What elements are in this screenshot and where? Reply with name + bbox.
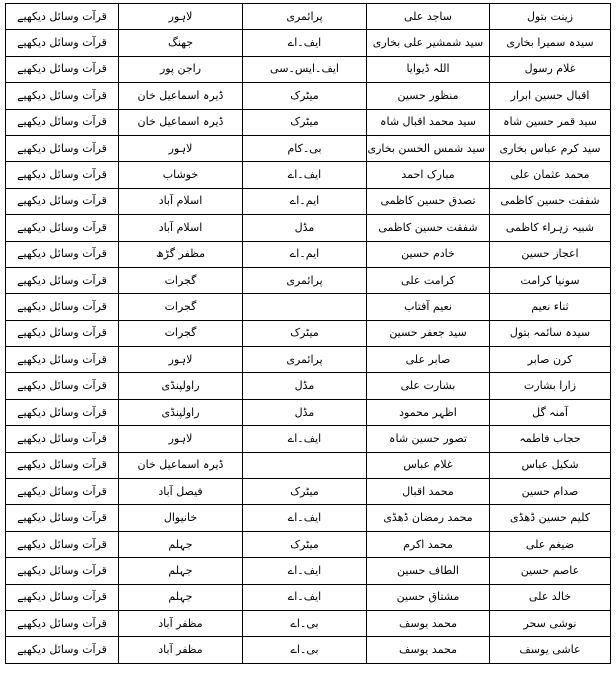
father-name-cell: اظہر محمود — [367, 399, 490, 425]
father-name-cell: کرامت علی — [367, 267, 490, 293]
name-cell: سیدہ سائمہ بتول — [490, 320, 611, 346]
table-row — [6, 558, 611, 584]
name-cell: اقبال حسین ابرار — [490, 83, 611, 109]
city-cell: جہلم — [119, 531, 243, 557]
father-name-cell: محمد اقبال — [367, 479, 490, 505]
table-row — [6, 215, 611, 241]
remarks-cell: قرآت وسائل دیکھیے — [6, 452, 119, 478]
city-cell: جھنگ — [119, 30, 243, 56]
education-cell: ایم۔اے — [243, 188, 367, 214]
table-row — [6, 83, 611, 109]
city-cell: لاہور — [119, 426, 243, 452]
education-cell: پرائمری — [243, 347, 367, 373]
father-name-cell: مشتاق حسین — [367, 584, 490, 610]
name-cell: کرن صابر — [490, 347, 611, 373]
city-cell: مظفر آباد — [119, 610, 243, 636]
remarks-cell: قرآت وسائل دیکھیے — [6, 109, 119, 135]
city-cell: لاہور — [119, 135, 243, 161]
name-cell: خالد علی — [490, 584, 611, 610]
records-table-body — [6, 4, 611, 664]
father-name-cell: سید محمد اقبال شاہ — [367, 109, 490, 135]
name-cell: سونیا کرامت — [490, 267, 611, 293]
remarks-cell: قرآت وسائل دیکھیے — [6, 83, 119, 109]
table-row — [6, 162, 611, 188]
father-name-cell: منظور حسین — [367, 83, 490, 109]
city-cell: فیصل آباد — [119, 479, 243, 505]
table-row — [6, 294, 611, 320]
table-row — [6, 637, 611, 663]
name-cell: شکیل عباس — [490, 452, 611, 478]
father-name-cell: تصور حسین شاہ — [367, 426, 490, 452]
table-row — [6, 267, 611, 293]
table-row — [6, 584, 611, 610]
remarks-cell: قرآت وسائل دیکھیے — [6, 373, 119, 399]
city-cell: ڈیرہ اسماعیل خان — [119, 83, 243, 109]
remarks-cell: قرآت وسائل دیکھیے — [6, 4, 119, 30]
remarks-cell: قرآت وسائل دیکھیے — [6, 347, 119, 373]
father-name-cell: مبارک احمد — [367, 162, 490, 188]
city-cell: خانیوال — [119, 505, 243, 531]
name-cell: عاشی یوسف — [490, 637, 611, 663]
city-cell: ڈیرہ اسماعیل خان — [119, 452, 243, 478]
education-cell: پرائمری — [243, 267, 367, 293]
remarks-cell: قرآت وسائل دیکھیے — [6, 241, 119, 267]
table-row — [6, 452, 611, 478]
remarks-cell: قرآت وسائل دیکھیے — [6, 188, 119, 214]
father-name-cell: سید جعفر حسین — [367, 320, 490, 346]
remarks-cell: قرآت وسائل دیکھیے — [6, 135, 119, 161]
father-name-cell: صابر علی — [367, 347, 490, 373]
city-cell: گجرات — [119, 294, 243, 320]
father-name-cell: محمد یوسف — [367, 637, 490, 663]
remarks-cell: قرآت وسائل دیکھیے — [6, 531, 119, 557]
father-name-cell: محمد رمضان ڈھڈی — [367, 505, 490, 531]
table-row — [6, 531, 611, 557]
name-cell: کلیم حسین ڈھڈی — [490, 505, 611, 531]
name-cell: زارا بشارت — [490, 373, 611, 399]
name-cell: سید قمر حسین شاہ — [490, 109, 611, 135]
name-cell: شبیہ زہراء کاظمی — [490, 215, 611, 241]
name-cell: حجاب فاطمہ — [490, 426, 611, 452]
father-name-cell: خادم حسین — [367, 241, 490, 267]
father-name-cell: اللہ ڈیوایا — [367, 56, 490, 82]
remarks-cell: قرآت وسائل دیکھیے — [6, 584, 119, 610]
city-cell: گجرات — [119, 267, 243, 293]
name-cell: سید کرم عباس بخاری — [490, 135, 611, 161]
remarks-cell: قرآت وسائل دیکھیے — [6, 637, 119, 663]
name-cell: غلام رسول — [490, 56, 611, 82]
father-name-cell: الطاف حسین — [367, 558, 490, 584]
remarks-cell: قرآت وسائل دیکھیے — [6, 294, 119, 320]
education-cell: مڈل — [243, 215, 367, 241]
education-cell: مڈل — [243, 399, 367, 425]
table-row — [6, 373, 611, 399]
city-cell: لاہور — [119, 347, 243, 373]
city-cell: لاہور — [119, 4, 243, 30]
name-cell: سیدہ سمیرا بخاری — [490, 30, 611, 56]
name-cell: شفقت حسین کاظمی — [490, 188, 611, 214]
remarks-cell: قرآت وسائل دیکھیے — [6, 56, 119, 82]
remarks-cell: قرآت وسائل دیکھیے — [6, 479, 119, 505]
table-row — [6, 4, 611, 30]
name-cell: عاصم حسین — [490, 558, 611, 584]
father-name-cell: محمد یوسف — [367, 610, 490, 636]
table-row — [6, 347, 611, 373]
father-name-cell: شفقت حسین کاظمی — [367, 215, 490, 241]
education-cell: ایم۔اے — [243, 241, 367, 267]
remarks-cell: قرآت وسائل دیکھیے — [6, 162, 119, 188]
name-cell: ثناء نعیم — [490, 294, 611, 320]
city-cell: راولپنڈی — [119, 399, 243, 425]
remarks-cell: قرآت وسائل دیکھیے — [6, 30, 119, 56]
education-cell: ایف۔اے — [243, 162, 367, 188]
table-row — [6, 399, 611, 425]
name-cell: محمد عثمان علی — [490, 162, 611, 188]
city-cell: گجرات — [119, 320, 243, 346]
father-name-cell: ساجد علی — [367, 4, 490, 30]
education-cell: ایف۔اے — [243, 584, 367, 610]
education-cell — [243, 294, 367, 320]
city-cell: ڈیرہ اسماعیل خان — [119, 109, 243, 135]
father-name-cell: تصدق حسین کاظمی — [367, 188, 490, 214]
remarks-cell: قرآت وسائل دیکھیے — [6, 426, 119, 452]
table-row — [6, 610, 611, 636]
father-name-cell: سید شمس الحسن بخاری — [367, 135, 490, 161]
city-cell: راجن پور — [119, 56, 243, 82]
table-row — [6, 109, 611, 135]
education-cell: مڈل — [243, 373, 367, 399]
name-cell: اعجاز حسین — [490, 241, 611, 267]
city-cell: اسلام آباد — [119, 215, 243, 241]
father-name-cell: بشارت علی — [367, 373, 490, 399]
education-cell: میٹرک — [243, 479, 367, 505]
education-cell: میٹرک — [243, 109, 367, 135]
table-row — [6, 320, 611, 346]
name-cell: نوشی سحر — [490, 610, 611, 636]
education-cell: بی۔کام — [243, 135, 367, 161]
remarks-cell: قرآت وسائل دیکھیے — [6, 267, 119, 293]
education-cell: میٹرک — [243, 320, 367, 346]
remarks-cell: قرآت وسائل دیکھیے — [6, 558, 119, 584]
education-cell: میٹرک — [243, 531, 367, 557]
name-cell: ضیغم علی — [490, 531, 611, 557]
remarks-cell: قرآت وسائل دیکھیے — [6, 215, 119, 241]
table-row — [6, 30, 611, 56]
name-cell: زینت بتول — [490, 4, 611, 30]
table-row — [6, 241, 611, 267]
remarks-cell: قرآت وسائل دیکھیے — [6, 505, 119, 531]
city-cell: اسلام آباد — [119, 188, 243, 214]
father-name-cell: نعیم آفتاب — [367, 294, 490, 320]
education-cell: ایف۔اے — [243, 558, 367, 584]
table-row — [6, 56, 611, 82]
remarks-cell: قرآت وسائل دیکھیے — [6, 610, 119, 636]
education-cell: بی۔اے — [243, 637, 367, 663]
education-cell: ایف۔اے — [243, 426, 367, 452]
father-name-cell: محمد اکرم — [367, 531, 490, 557]
remarks-cell: قرآت وسائل دیکھیے — [6, 320, 119, 346]
city-cell: جہلم — [119, 558, 243, 584]
father-name-cell: غلام عباس — [367, 452, 490, 478]
name-cell: آمنہ گل — [490, 399, 611, 425]
city-cell: خوشاب — [119, 162, 243, 188]
name-cell: صدام حسین — [490, 479, 611, 505]
table-row — [6, 135, 611, 161]
table-row — [6, 426, 611, 452]
city-cell: راولپنڈی — [119, 373, 243, 399]
education-cell — [243, 452, 367, 478]
table-row — [6, 505, 611, 531]
city-cell: مظفر آباد — [119, 637, 243, 663]
table-row — [6, 479, 611, 505]
city-cell: جہلم — [119, 584, 243, 610]
education-cell: بی۔اے — [243, 610, 367, 636]
city-cell: مظفر گڑھ — [119, 241, 243, 267]
father-name-cell: سید شمشیر علی بخاری — [367, 30, 490, 56]
education-cell: ایف۔اے — [243, 505, 367, 531]
education-cell: میٹرک — [243, 83, 367, 109]
records-table — [5, 3, 611, 664]
education-cell: پرائمری — [243, 4, 367, 30]
table-row — [6, 188, 611, 214]
education-cell: ایف۔ایس۔سی — [243, 56, 367, 82]
education-cell: ایف۔اے — [243, 30, 367, 56]
remarks-cell: قرآت وسائل دیکھیے — [6, 399, 119, 425]
